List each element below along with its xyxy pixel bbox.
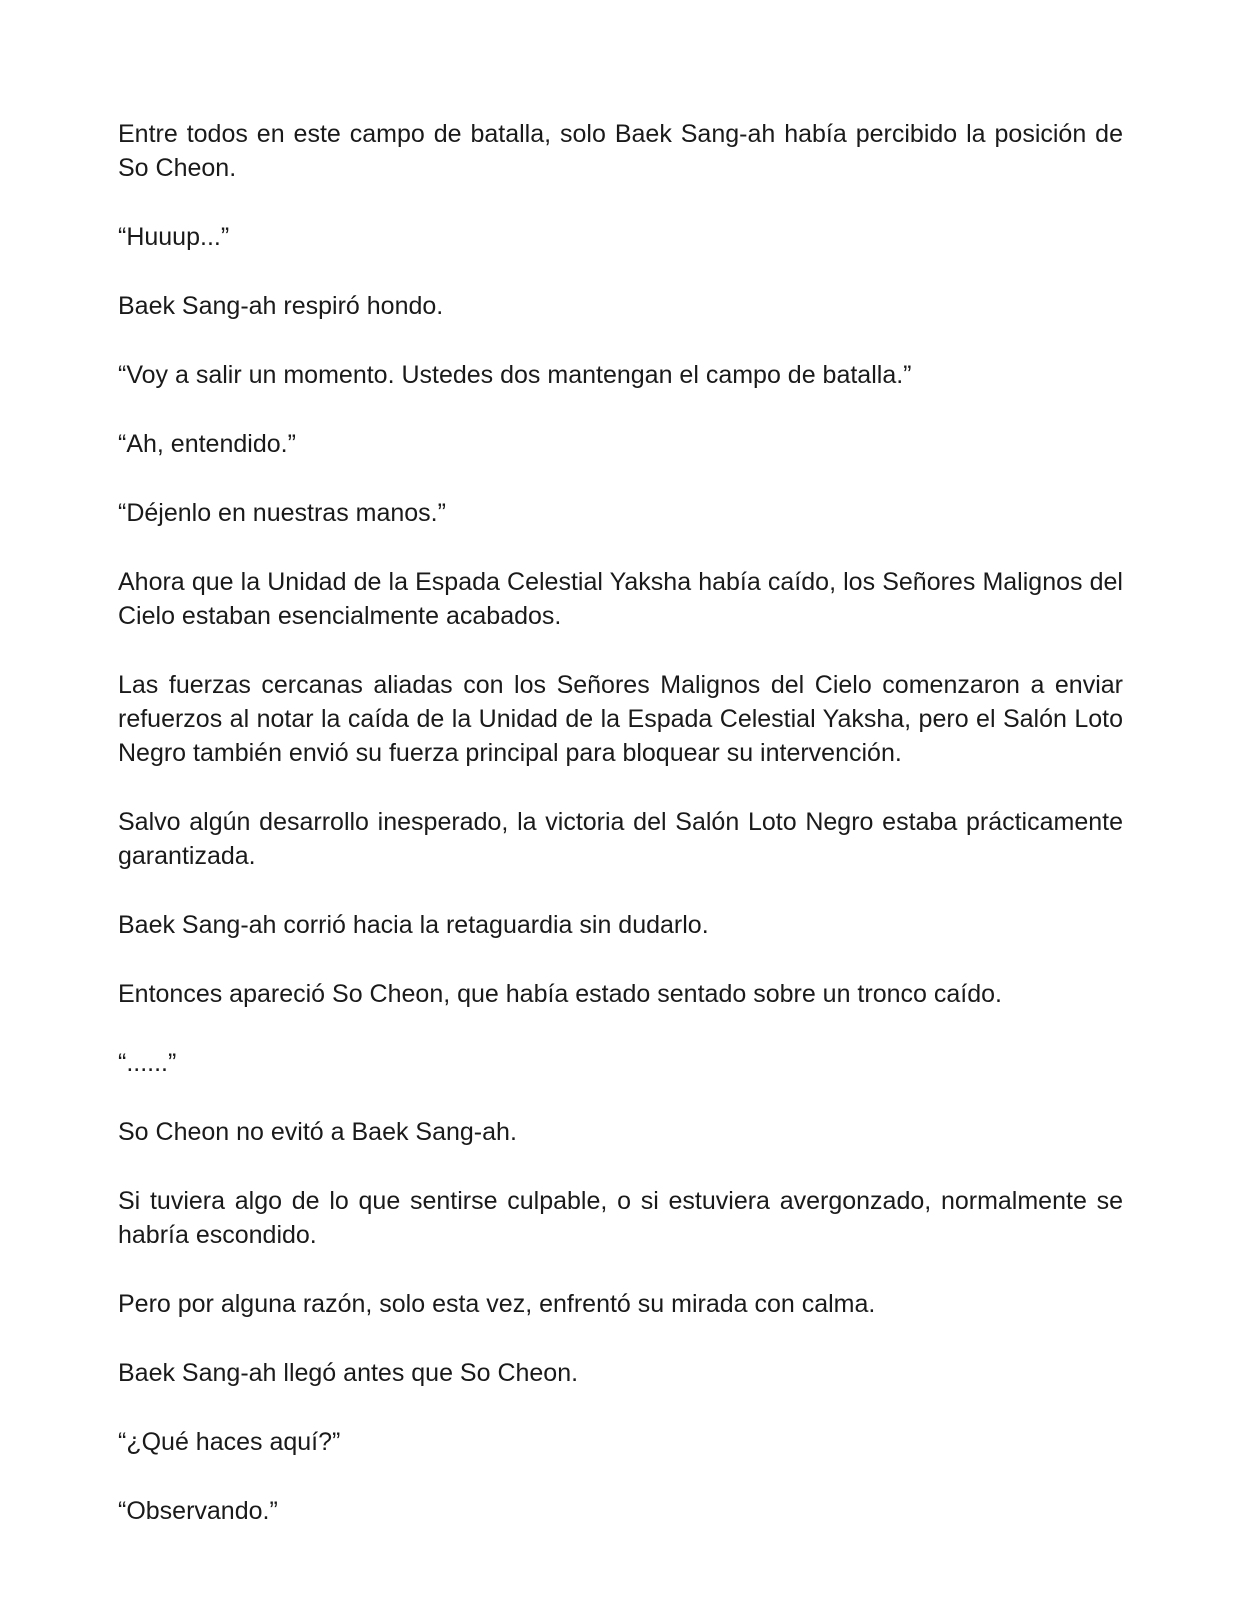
- paragraph-14: Si tuviera algo de lo que sentirse culpable, o si estuviera avergonzado, normalmente se habría escondido.: [118, 1187, 1123, 1249]
- paragraph-16: Baek Sang-ah llegó antes que So Cheon.: [118, 1359, 579, 1387]
- paragraph-17: “¿Qué haces aquí?”: [118, 1428, 341, 1456]
- paragraph-12: “......”: [118, 1049, 177, 1077]
- paragraph-1: Entre todos en este campo de batalla, solo Baek Sang-ah había percibido la posición de So Cheon.: [118, 120, 1123, 182]
- paragraph-11: Entonces apareció So Cheon, que había estado sentado sobre un tronco caído.: [118, 980, 1002, 1008]
- paragraph-18: “Observando.”: [118, 1497, 278, 1525]
- paragraph-13: So Cheon no evitó a Baek Sang-ah.: [118, 1118, 517, 1146]
- paragraph-5: “Ah, entendido.”: [118, 430, 296, 458]
- paragraph-2: “Huuup...”: [118, 223, 230, 251]
- paragraph-3: Baek Sang-ah respiró hondo.: [118, 292, 444, 320]
- paragraph-10: Baek Sang-ah corrió hacia la retaguardia sin dudarlo.: [118, 911, 709, 939]
- paragraph-9: Salvo algún desarrollo inesperado, la victoria del Salón Loto Negro estaba prácticamente garantizada.: [118, 808, 1123, 870]
- paragraph-7: Ahora que la Unidad de la Espada Celestial Yaksha había caído, los Señores Malignos del Cielo estaban esencialmente acabados.: [118, 568, 1123, 630]
- paragraph-8: Las fuerzas cercanas aliadas con los Señores Malignos del Cielo comenzaron a enviar refuerzos al notar la caída de la Unidad de la Espada Celestial Yaksha, pero el Salón Loto Negro también envió su fuerza principal para bloquear su intervención.: [118, 671, 1123, 767]
- paragraph-6: “Déjenlo en nuestras manos.”: [118, 499, 446, 527]
- paragraph-15: Pero por alguna razón, solo esta vez, enfrentó su mirada con calma.: [118, 1290, 876, 1318]
- paragraph-4: “Voy a salir un momento. Ustedes dos mantengan el campo de batalla.”: [118, 361, 912, 389]
